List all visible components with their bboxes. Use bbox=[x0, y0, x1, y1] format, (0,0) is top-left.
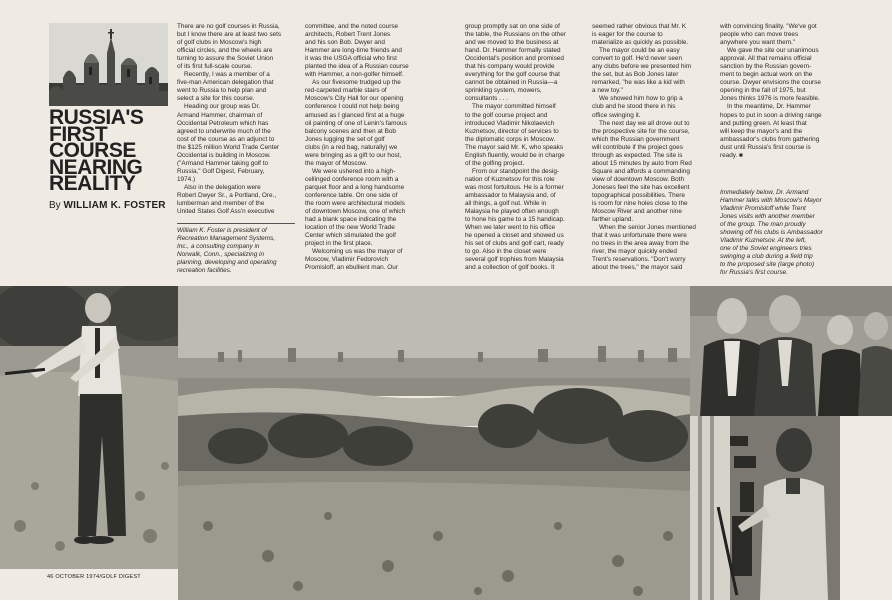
paragraph: Also in the delegation were Robert Dwyer Sr., a Portland, Ore., lumberman and member of the United States Golf Ass'n executive bbox=[177, 183, 277, 216]
article-column-5 bbox=[720, 23, 845, 173]
paragraph: As our fivesome trudged up the red-carpeted marble stairs of Moscow's City Hall for our opening conference I could not help being amused as I glanced first at a huge oil painting of one of Lenin's famous balcony scenes and then at Bob Jones lugging the set of golf clubs (in a red bag, naturally) we were bringing as a gift to our host, the mayor of Moscow. bbox=[305, 79, 407, 167]
caption-text: Immediately below, Dr. Armand Hammer talks with Moscow's Mayor Vladimir Promisloff while Trent Jones visits with another member of the group. The man proudly showing off his clubs is Ambassador Vladimir Kuznetsov. At the left, one of the Soviet engineers tries swinging a club during a field trip to the proposed site (large photo) for Russia's first course. bbox=[720, 189, 823, 277]
paragraph: The mayor committed himself to the golf course project and introduced Vladimir Nikolaevich Kuznetsov, director of services to the diplomatic corps in Moscow. The mayor said Mr. K, who speaks English fluently, would be in charge of the golfing project. bbox=[465, 103, 565, 167]
headline-line: RUSSIA'S bbox=[49, 106, 144, 129]
headline bbox=[49, 106, 169, 195]
byline-by: By bbox=[49, 200, 61, 211]
paragraph: Heading our group was Dr. Armand Hammer, chairman of Occidental Petroleum which has agreed to underwrite much of the cost of the course as an adjunct to the $125 million World Trade Center Occidental is building in Moscow. ("Armand Hammer taking golf to Russia," Golf Digest, February, 1974.) bbox=[177, 103, 280, 183]
article-column-3 bbox=[465, 23, 593, 283]
headline-line: FIRST bbox=[49, 122, 108, 146]
page-folio: 46 OCTOBER 1974/GOLF DIGEST bbox=[47, 574, 141, 580]
headline-line: NEARING bbox=[49, 155, 143, 179]
ambassador-clubs-photo bbox=[690, 416, 840, 600]
byline-author: WILLIAM K. FOSTER bbox=[63, 200, 166, 211]
paragraph: committee, and the noted course architects, Robert Trent Jones and his son Bob. Dwyer and Hammer are long-time friends and it was the USGA official who first planted the idea of a Russian course with Hammer, a non-golfer himself. bbox=[305, 23, 409, 79]
bio-text: William K. Foster is president of Recreation Management Systems, Inc., a consulting company in Norwalk, Conn., specializing in planning, developing and operating recreation facilities. bbox=[177, 227, 277, 275]
paragraph: When the senior Jones mentioned that it was unfortunate there were no trees in the area away from the river, the mayor quickly ended Trent's reservations. "Don't worry about the trees," the mayor said bbox=[592, 224, 696, 272]
paragraph: with convincing finality. "We've got people who can move trees anywhere you want them." bbox=[720, 23, 817, 47]
paragraph: We showed him how to grip a club and he stood there in his office swinging it. bbox=[592, 95, 683, 119]
article-column-1 bbox=[177, 23, 302, 223]
paragraph: In the meantime, Dr. Hammer hopes to put in soon a driving range and putting green. At least that will keep the mayor's and the ambassador's clubs from gathering dust until Russia's first course is ready. ■ bbox=[720, 103, 822, 159]
right-margin bbox=[840, 416, 892, 600]
paragraph: Welcoming us was the mayor of Moscow, Vladimir Fedorovich Promisloff, an ebullient man. Our bbox=[305, 248, 403, 272]
headline-line: COURSE bbox=[49, 139, 136, 162]
headline-line: REALITY bbox=[49, 172, 136, 195]
paragraph: We gave the site our unanimous approval. All that remains official sanction by the Russian govern- ment to begin actual work on the course. Dwyer envisions the course opening in the fall of 1975, but Jones thinks 1976 is more feasible. bbox=[720, 47, 821, 103]
bio-rule bbox=[177, 223, 295, 224]
paragraph: The next day we all drove out to the prospective site for the course, which the Russian government will contribute if the project goes through as expected. The site is about 15 minutes by auto from Red Square and affords a commanding view of downtown Moscow. Both Joneses feel the site has excellent topographical possibilities. There is room for nine holes close to the Moscow River and another nine farther upland. bbox=[592, 119, 692, 224]
paragraph: The mayor could be an easy convert to golf. He'd never seen any clubs before we presented him the set, but as Bob Jones later remarked, "he was like a kid with a new toy." bbox=[592, 47, 692, 95]
byline bbox=[49, 200, 166, 211]
golfer-swinging-photo bbox=[0, 286, 178, 569]
paragraph: Recently, I was a member of a five-man American delegation that went to Russia to help plan and select a site for this course. bbox=[177, 71, 274, 103]
article-column-2 bbox=[305, 23, 433, 283]
article-column-4 bbox=[592, 23, 716, 283]
paragraph: seemed rather obvious that Mr. K is eager for the course to materialize as quickly as possible. bbox=[592, 23, 689, 47]
hammer-mayor-photo bbox=[690, 286, 892, 416]
cathedral-photo bbox=[49, 23, 168, 106]
photo-caption bbox=[720, 189, 850, 285]
author-bio bbox=[177, 227, 302, 283]
paragraph: There are no golf courses in Russia, but I know there are at least two sets of golf clubs in Moscow's high official circles, and the wheels are turning to assure the Soviet Union of its first full-scale course. bbox=[177, 23, 282, 71]
paragraph: group promptly sat on one side of the table, the Russians on the other and we moved to the business at hand. Dr. Hammer formally stated Occidental's position and promised that his company would provide everything for the golf course that cannot be obtained in Russia—a sprinkling system, mowers, consultants . . . bbox=[465, 23, 566, 103]
paragraph: From our standpoint the desig- nation of Kuznetsov for this role was most fortuitous. He is a former ambassador to Malaysia and, of all things, a golf nut. While in Malaysia he played often enough to hone his game to a 15 handicap. When we later went to his office he opened a closet and showed us his set of clubs and golf cart, ready to go. Also in the closet were several golf trophies from Malaysia and a collection of golf books. It bbox=[465, 167, 565, 272]
moscow-site-panorama-photo bbox=[178, 286, 690, 600]
paragraph: We were ushered into a high- cellinged conference room with a parquet floor and a long handsome conference table. On one side of the room were architectural models of downtown Moscow, one of which had a blank space indicating the location of the new World Trade Center which stimulated the golf project in the first place. bbox=[305, 167, 406, 248]
